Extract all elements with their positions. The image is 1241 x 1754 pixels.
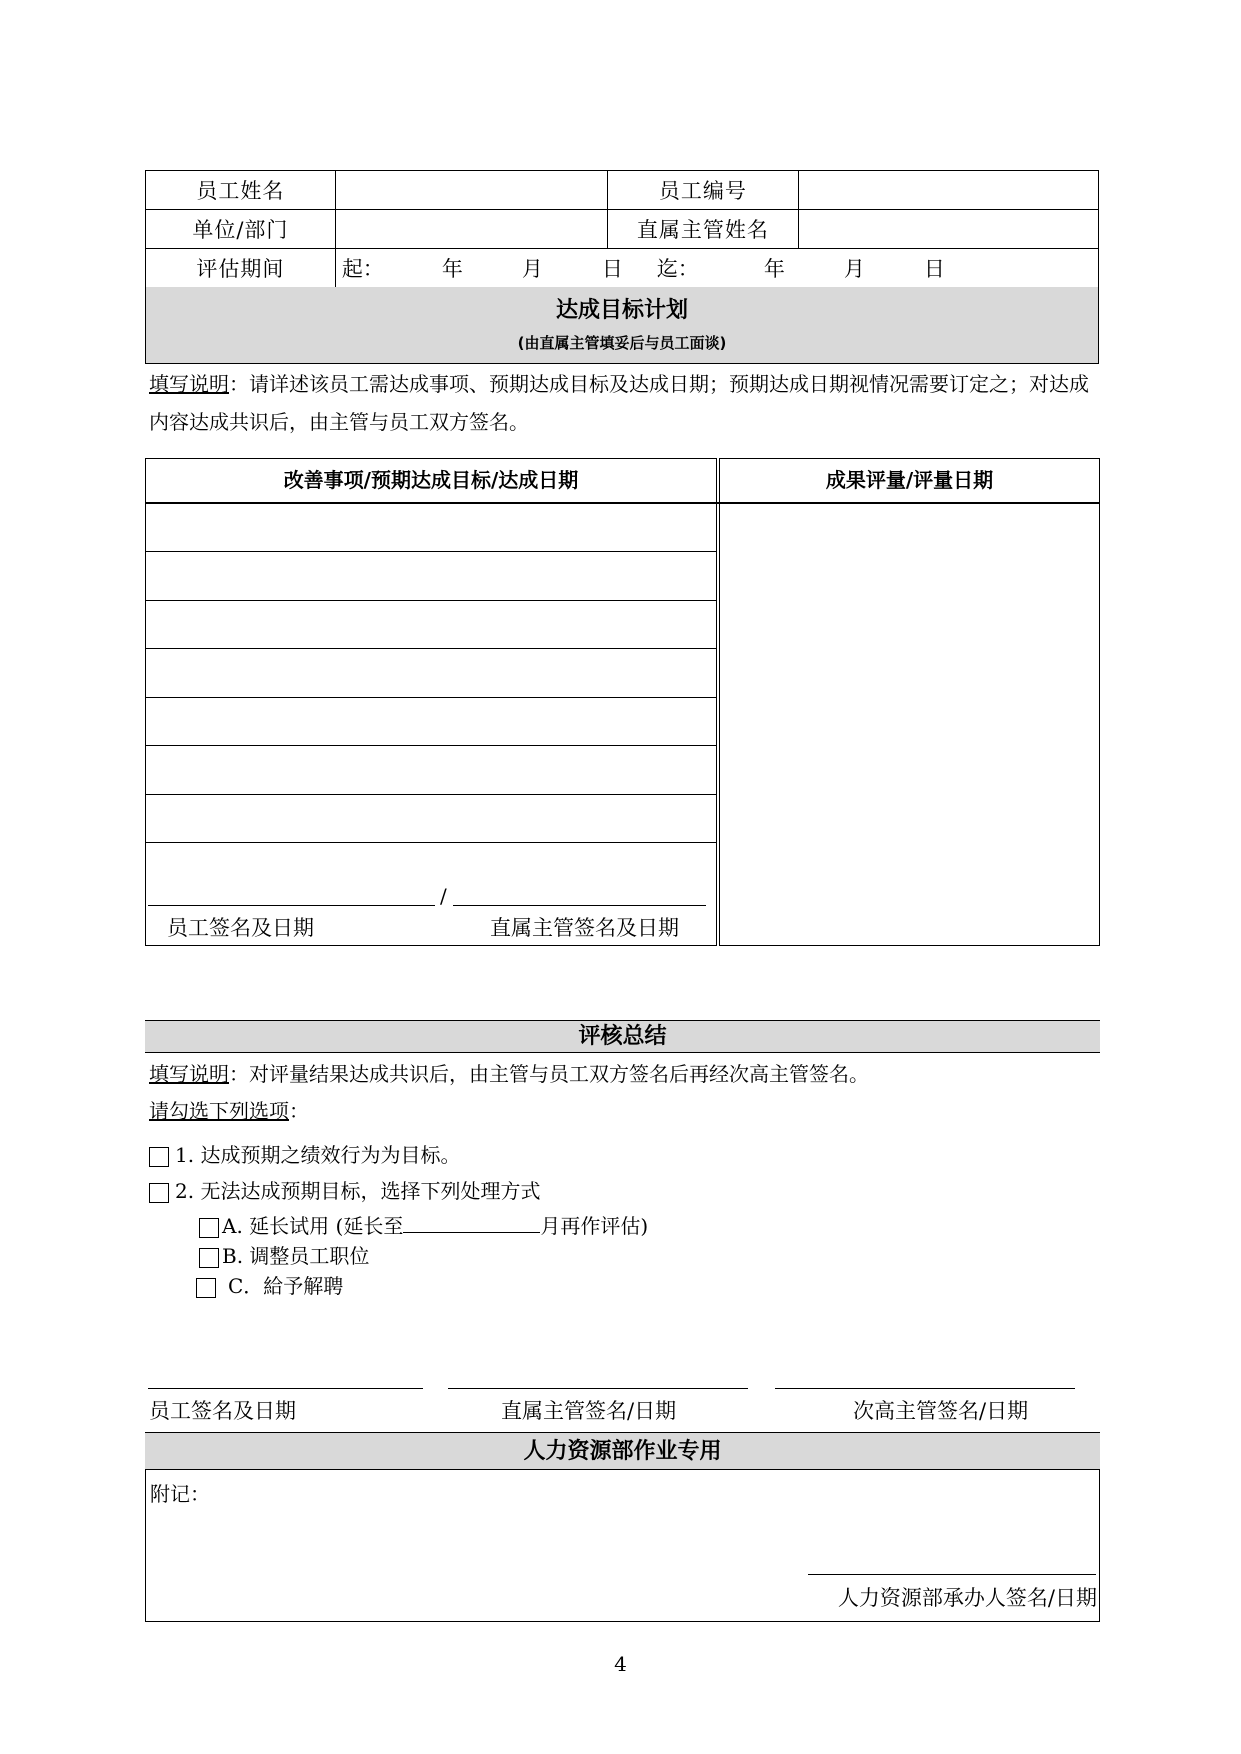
row-divider (145, 648, 717, 649)
year-label: 年 (441, 257, 463, 281)
option-a-suffix: 月再作评估) (540, 1214, 649, 1238)
goal-entry-field[interactable] (148, 616, 714, 646)
month-label: 月 (521, 257, 543, 281)
choose-options-label (149, 1092, 309, 1130)
employee-name-field[interactable] (335, 171, 607, 210)
period-from-label: 起： (341, 257, 384, 281)
row-divider (145, 697, 717, 698)
supervisor-name-field[interactable] (799, 210, 1099, 249)
option-1-label: 1. 达成预期之绩效行为为目标。 (175, 1143, 461, 1167)
hr-header-band (145, 1432, 1100, 1469)
table-row (146, 171, 1099, 210)
row-divider (145, 551, 717, 552)
goals-title: 达成目标计划 (555, 298, 688, 323)
employee-info-table (145, 170, 1099, 288)
header-divider (145, 502, 1100, 504)
hr-signature-line[interactable] (808, 1574, 1096, 1575)
goal-entry-field[interactable] (148, 762, 714, 792)
instructions-label: 填写说明 (149, 372, 229, 396)
employee-name-label: 员工姓名 (146, 171, 336, 210)
day-label: 日 (601, 257, 623, 281)
employee-signature-line[interactable] (148, 1388, 423, 1389)
supervisor-signature-line[interactable] (453, 905, 706, 906)
option-2-label: 2. 无法达成预期目标，选择下列处理方式 (175, 1179, 541, 1203)
option-c-label: C．給予解聘 (228, 1274, 344, 1298)
option-1 (149, 1140, 460, 1170)
option-a-label: A. 延长试用 (延长至 (222, 1214, 404, 1238)
option-2 (149, 1176, 540, 1206)
row-divider (145, 600, 717, 601)
hr-signature-label: 人力资源部承办人签名/日期 (837, 1586, 1097, 1610)
supervisor-signature-line[interactable] (448, 1388, 748, 1389)
employee-no-label: 员工编号 (607, 171, 799, 210)
option-2-checkbox[interactable] (149, 1183, 169, 1203)
row-divider (145, 745, 717, 746)
sig-supervisor-label: 直属主管签名/日期 (501, 1399, 677, 1423)
page-number: 4 (614, 1652, 627, 1676)
instructions-text: ：请详述该员工需达成事项、预期达成目标及达成日期；预期达成日期视情况需要订定之；对达成内容达成共识后，由主管与员工双方签名。 (149, 372, 1089, 434)
goals-right-column[interactable] (719, 458, 1100, 946)
instructions-text: ：对评量结果达成共识后，由主管与员工双方签名后再经次高主管签名。 (229, 1062, 869, 1086)
row-divider (145, 842, 717, 843)
option-b-checkbox[interactable] (199, 1248, 219, 1268)
period-field[interactable] (335, 249, 1098, 288)
hr-notes-box[interactable] (145, 1469, 1100, 1622)
option-a (199, 1211, 648, 1241)
col-header-goals: 改善事项/预期达成目标/达成日期 (283, 468, 579, 492)
supervisor-name-label: 直属主管姓名 (607, 210, 799, 249)
goal-entry-field[interactable] (148, 713, 714, 743)
option-c-checkbox[interactable] (196, 1278, 216, 1298)
col-header-results: 成果评量/评量日期 (825, 468, 994, 492)
day-label: 日 (923, 257, 945, 281)
employee-signature-label: 员工签名及日期 (167, 916, 314, 940)
extend-month-field[interactable] (403, 1214, 540, 1233)
hr-title: 人力资源部作业专用 (523, 1439, 722, 1464)
table-row (146, 249, 1099, 288)
supervisor-signature-label: 直属主管签名及日期 (490, 916, 679, 940)
option-c (196, 1271, 343, 1301)
goals-header-band (145, 287, 1099, 364)
option-b-label: B. 调整员工职位 (222, 1244, 370, 1268)
period-to-label: 迄： (656, 257, 699, 281)
signature-separator: / (440, 884, 447, 908)
sig-senior-label: 次高主管签名/日期 (853, 1399, 1029, 1423)
hr-note-label: 附记： (150, 1482, 210, 1506)
dept-field[interactable] (335, 210, 607, 249)
review-title: 评核总结 (578, 1024, 667, 1049)
goal-entry-field[interactable] (148, 568, 714, 598)
employee-signature-line[interactable] (148, 905, 435, 906)
goal-entry-field[interactable] (148, 810, 714, 840)
senior-supervisor-signature-line[interactable] (775, 1388, 1075, 1389)
option-1-checkbox[interactable] (149, 1147, 169, 1167)
review-header-band (145, 1020, 1100, 1053)
sig-employee-label: 员工签名及日期 (149, 1399, 296, 1423)
table-row (146, 210, 1099, 249)
option-b (199, 1241, 369, 1271)
choose-colon: ： (289, 1099, 309, 1123)
row-divider (145, 794, 717, 795)
dept-label: 单位/部门 (146, 210, 336, 249)
instructions-label: 填写说明 (149, 1062, 229, 1086)
choose-text: 请勾选下列选项 (149, 1099, 289, 1123)
year-label: 年 (763, 257, 785, 281)
goal-entry-field[interactable] (148, 665, 714, 695)
goals-subtitle: (由直属主管填妥后与员工面谈) (517, 334, 727, 352)
goals-instructions (149, 365, 1099, 441)
review-instructions (149, 1055, 1099, 1093)
employee-no-field[interactable] (799, 171, 1099, 210)
goal-entry-field[interactable] (148, 519, 714, 549)
period-label: 评估期间 (146, 249, 336, 288)
month-label: 月 (843, 257, 865, 281)
option-a-checkbox[interactable] (199, 1218, 219, 1238)
